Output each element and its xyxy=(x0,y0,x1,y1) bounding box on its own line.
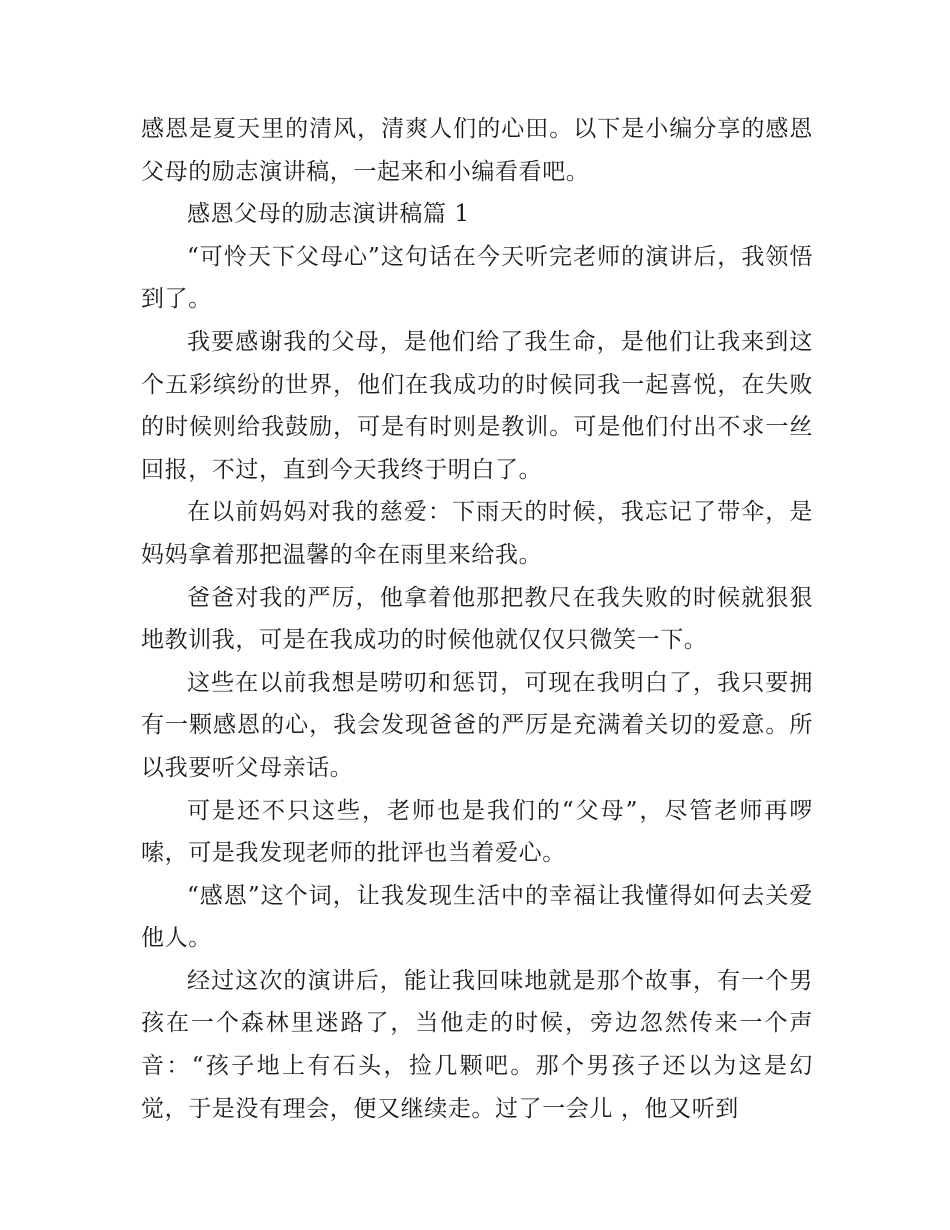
paragraph: 我要感谢我的父母，是他们给了我生命，是他们让我来到这个五彩缤纷的世界，他们在我成功的时候同我一起喜悦，在失败的时候则给我鼓励，可是有时则是教训。可是他们付出不求一丝回报，不过，直到今天我终于明白了。 xyxy=(141,328,813,483)
paragraph: “可怜天下父母心”这句话在今天听完老师的演讲后，我领悟到了。 xyxy=(141,243,813,313)
paragraph: 这些在以前我想是唠叨和惩罚，可现在我明白了，我只要拥有一颗感恩的心，我会发现爸爸的严厉是充满着关切的爱意。所以我要听父母亲话。 xyxy=(141,669,813,781)
document-body xyxy=(141,108,813,1130)
paragraph: 爸爸对我的严厉，他拿着他那把教尺在我失败的时候就狠狠地教训我，可是在我成功的时候他就仅仅只微笑一下。 xyxy=(141,584,813,654)
paragraph-intro: 感恩是夏天里的清风，清爽人们的心田。以下是小编分享的感恩父母的励志演讲稿，一起来和小编看看吧。 xyxy=(141,116,813,185)
paragraph: 可是还不只这些，老师也是我们的“父母”，尽管老师再啰嗦，可是我发现老师的批评也当着爱心。 xyxy=(141,797,813,867)
paragraph: “感恩”这个词，让我发现生活中的幸福让我懂得如何去关爱他人。 xyxy=(141,882,813,952)
paragraph: 在以前妈妈对我的慈爱：下雨天的时候，我忘记了带伞，是妈妈拿着那把温馨的伞在雨里来给我。 xyxy=(141,499,813,568)
section-heading: 感恩父母的励志演讲稿篇 1 xyxy=(187,201,470,228)
paragraph: 经过这次的演讲后，能让我回味地就是那个故事，有一个男孩在一个森林里迷路了，当他走的时候，旁边忽然传来一个声音：“孩子地上有石头，捡几颗吧。那个男孩子还以为这是幻觉，于是没有理会，便又继续走。过了一会儿 ，他又听到 xyxy=(141,967,813,1122)
